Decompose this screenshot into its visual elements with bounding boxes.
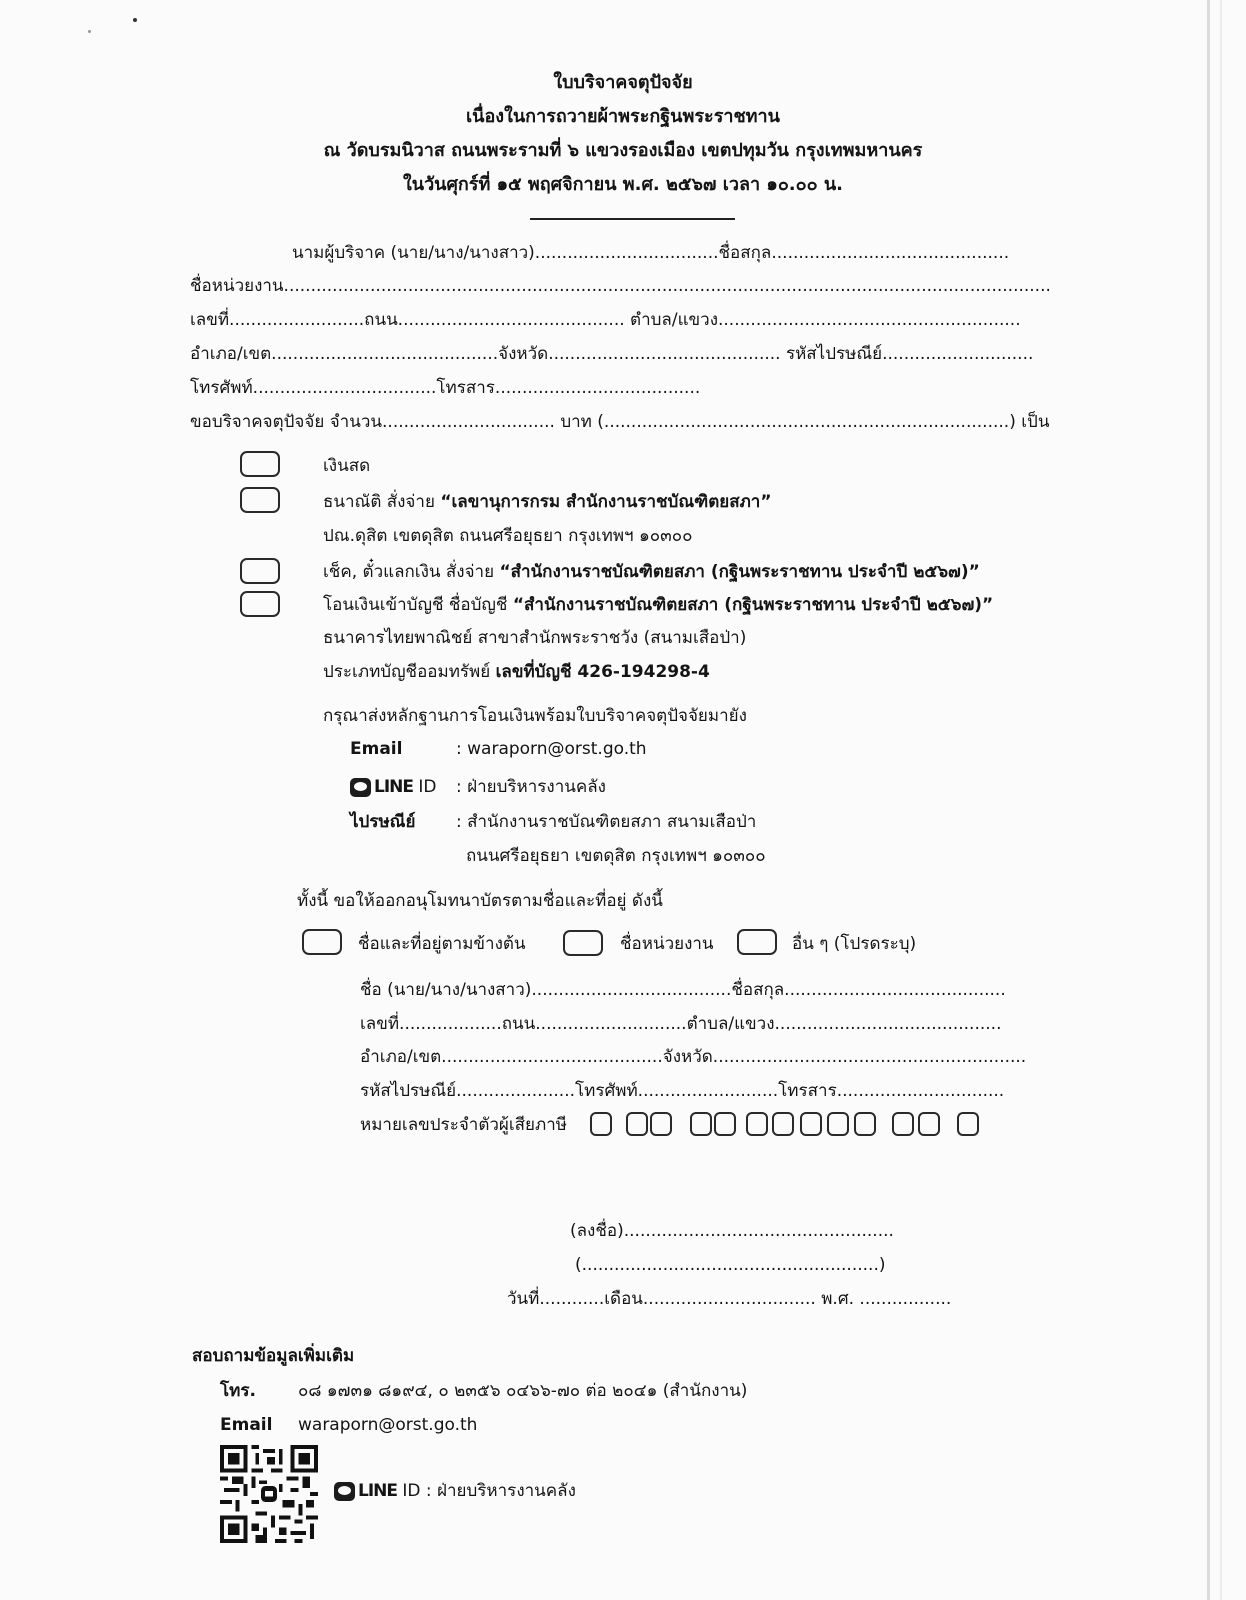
contact-tel-value: ๐๘ ๑๗๓๑ ๘๑๙๔, ๐ ๒๓๕๖ ๐๔๖๖-๗๐ ต่อ ๒๐๔๑ (สำนักงาน) (298, 1381, 748, 1401)
qr-code-icon[interactable] (220, 1444, 318, 1544)
contact-email-label: Email (220, 1415, 273, 1435)
form-title: ใบบริจาคจตุปัจจัย (553, 72, 693, 93)
tax-id-label: หมายเลขประจำตัวผู้เสียภาษี (360, 1115, 567, 1135)
money-order-label: ธนาณัติ สั่งจ่าย “เลขานุการกรม สำนักงานราชบัณฑิตยสภา” (323, 492, 772, 512)
proof-email-label: Email (350, 739, 403, 759)
proof-post-label: ไปรษณีย์ (350, 812, 416, 832)
scan-speck (88, 30, 91, 33)
district-field[interactable]: อำเภอ/เขต..........................................จังหวัด........................................... รหัสไปรษณีย์............................ (190, 344, 1034, 364)
line-app-icon (350, 778, 371, 797)
money-order-checkbox[interactable] (240, 487, 280, 513)
amount-field[interactable]: ขอบริจาคจตุปัจจัย จำนวน................................ บาท (...........................................................................) เป็น (190, 412, 1050, 432)
cash-checkbox[interactable] (240, 451, 280, 477)
account-number: ประเภทบัญชีออมทรัพย์ เลขที่บัญชี 426-194298-4 (323, 662, 710, 682)
form-venue: ณ วัดบรมนิวาส ถนนพระรามที่ ๖ แขวงรองเมือง เขตปทุมวัน กรุงเทพมหานคร (323, 140, 923, 161)
tax-id-digit-box[interactable] (827, 1112, 849, 1136)
tax-id-digit-box[interactable] (800, 1112, 822, 1136)
receipt-address-checkbox[interactable] (302, 929, 342, 955)
scan-speck (133, 18, 137, 22)
proof-post-value: : สำนักงานราชบัณฑิตยสภา สนามเสือป่า (456, 812, 757, 832)
transfer-label: โอนเงินเข้าบัญชี ชื่อบัญชี “สำนักงานราชบัณฑิตยสภา (กฐินพระราชทาน ประจำปี ๒๕๖๗)” (323, 595, 994, 615)
donor-name-field[interactable]: นามผู้บริจาค (นาย/นาง/นางสาว)..................................ชื่อสกุล............................................ (292, 243, 1010, 263)
tax-id-digit-box[interactable] (746, 1112, 768, 1136)
tax-id-digit-box[interactable] (650, 1112, 672, 1136)
tax-id-digit-box[interactable] (590, 1112, 612, 1136)
proof-line-label: LINE ID (374, 777, 437, 797)
transfer-checkbox[interactable] (240, 591, 280, 617)
tax-id-digit-box[interactable] (714, 1112, 736, 1136)
contact-line-id: LINE ID : ฝ่ายบริหารงานคลัง (358, 1481, 576, 1501)
proof-post-value-2: ถนนศรีอยุธยา เขตดุสิต กรุงเทพฯ ๑๐๓๐๐ (466, 846, 766, 866)
printed-name-field[interactable]: (.......................................................) (575, 1255, 886, 1275)
line-app-icon (334, 1482, 355, 1501)
cheque-checkbox[interactable] (240, 558, 280, 584)
bank-branch: ธนาคารไทยพาณิชย์ สาขาสำนักพระราชวัง (สนามเสือป่า) (323, 628, 747, 648)
receipt-contact-field[interactable]: รหัสไปรษณีย์......................โทรศัพท์..........................โทรสาร............................... (360, 1081, 1005, 1101)
sign-date-field[interactable]: วันที่............เดือน................................ พ.ศ. ................. (507, 1289, 952, 1309)
contact-tel-label: โทร. (220, 1381, 256, 1401)
tax-id-digit-box[interactable] (957, 1112, 979, 1136)
receipt-name-field[interactable]: ชื่อ (นาย/นาง/นางสาว).....................................ชื่อสกุล......................................... (360, 980, 1006, 1000)
receipt-organization-label: ชื่อหน่วยงาน (620, 934, 714, 954)
address-field[interactable]: เลขที่.........................ถนน.......................................... ตำบล/แขวง........................................................ (190, 310, 1021, 330)
proof-line-value: : ฝ่ายบริหารงานคลัง (456, 777, 606, 797)
contact-heading: สอบถามข้อมูลเพิ่มเติม (192, 1346, 355, 1366)
form-date: ในวันศุกร์ที่ ๑๕ พฤศจิกายน พ.ศ. ๒๕๖๗ เวลา ๑๐.๐๐ น. (402, 174, 844, 195)
cash-label: เงินสด (323, 456, 371, 476)
scan-edge (1207, 0, 1210, 1600)
tax-id-digit-box[interactable] (690, 1112, 712, 1136)
receipt-address-label: ชื่อและที่อยู่ตามข้างต้น (358, 934, 526, 954)
scan-edge (1220, 0, 1222, 1600)
signature-field[interactable]: (ลงชื่อ).................................................. (570, 1221, 894, 1241)
receipt-organization-checkbox[interactable] (563, 930, 603, 956)
cheque-label: เช็ค, ตั๋วแลกเงิน สั่งจ่าย “สำนักงานราชบัณฑิตยสภา (กฐินพระราชทาน ประจำปี ๒๕๖๗)” (323, 562, 980, 582)
header-divider (530, 218, 735, 220)
form-subtitle: เนื่องในการถวายผ้าพระกฐินพระราชทาน (466, 106, 780, 127)
tax-id-digit-box[interactable] (892, 1112, 914, 1136)
money-order-post: ปณ.ดุสิต เขตดุสิต ถนนศรีอยุธยา กรุงเทพฯ ๑๐๓๐๐ (323, 526, 693, 546)
proof-intro: กรุณาส่งหลักฐานการโอนเงินพร้อมใบบริจาคจตุปัจจัยมายัง (323, 706, 747, 726)
tax-id-digit-box[interactable] (772, 1112, 794, 1136)
tax-id-digit-box[interactable] (626, 1112, 648, 1136)
receipt-intro: ทั้งนี้ ขอให้ออกอนุโมทนาบัตรตามชื่อและที่อยู่ ดังนี้ (297, 891, 663, 911)
tax-id-digit-box[interactable] (918, 1112, 940, 1136)
proof-email-value: : waraporn@orst.go.th (456, 739, 647, 759)
receipt-other-label: อื่น ๆ (โปรดระบุ) (792, 934, 917, 954)
tax-id-digit-box[interactable] (854, 1112, 876, 1136)
receipt-address-field[interactable]: เลขที่...................ถนน............................ตำบล/แขวง.......................................... (360, 1014, 1002, 1034)
organization-field[interactable]: ชื่อหน่วยงาน.............................................................................................................................................. (190, 276, 1051, 296)
receipt-other-checkbox[interactable] (737, 929, 777, 955)
contact-email-value: waraporn@orst.go.th (298, 1415, 478, 1435)
receipt-district-field[interactable]: อำเภอ/เขต.........................................จังหวัด.......................................................... (360, 1047, 1027, 1067)
phone-field[interactable]: โทรศัพท์..................................โทรสาร...................................... (190, 378, 701, 398)
